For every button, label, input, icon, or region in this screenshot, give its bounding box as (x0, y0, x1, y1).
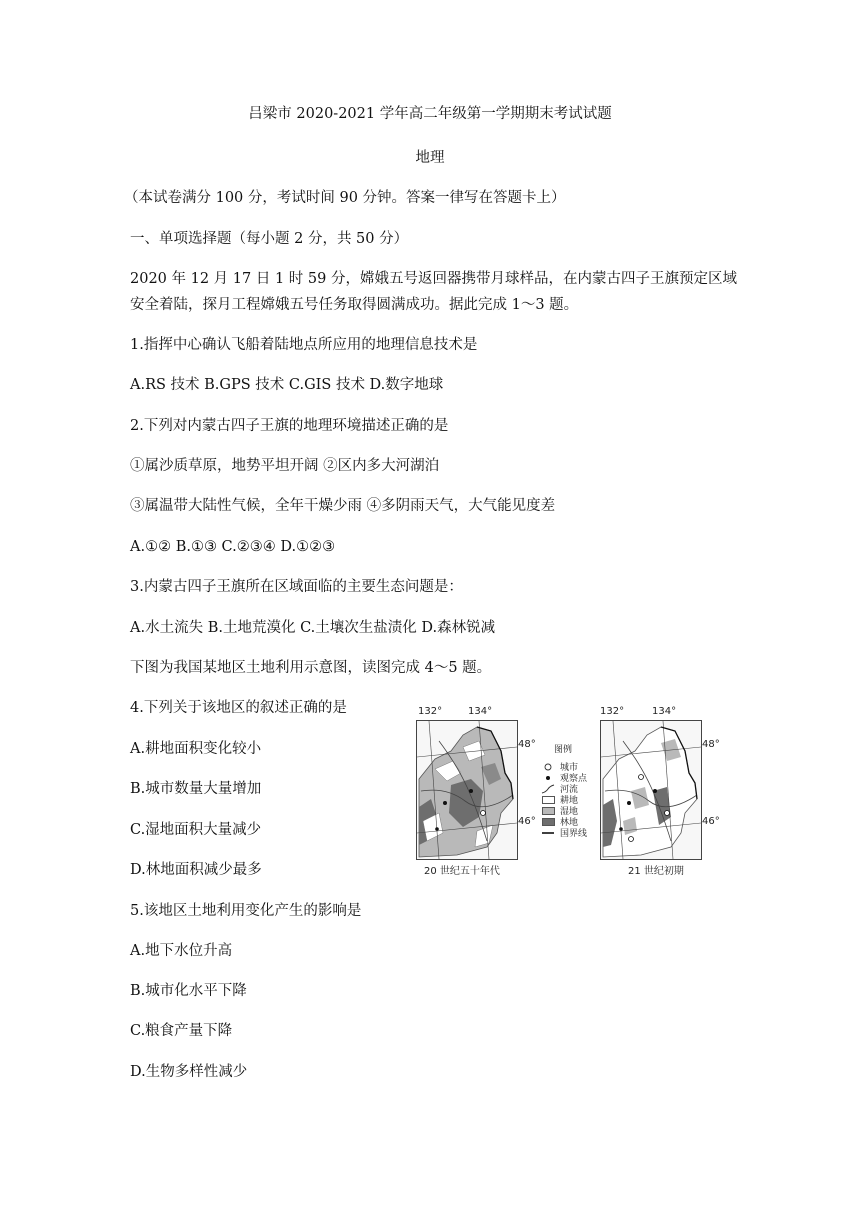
q5-option-b: B.城市化水平下降 (130, 983, 247, 999)
observation-point-icon (540, 773, 556, 783)
q5-option-c: C.粮食产量下降 (130, 1023, 233, 1039)
legend-label-border: 国界线 (560, 829, 588, 839)
q1-options: A.RS 技术 B.GPS 技术 C.GIS 技术 D.数字地球 (130, 377, 444, 393)
right-map-lon-134: 134° (652, 706, 677, 717)
q2-stem: 2.下列对内蒙古四子王旗的地理环境描述正确的是 (130, 418, 449, 434)
right-land-use-map (600, 720, 702, 860)
city-icon (540, 762, 556, 772)
q2-statement-line-1: ①属沙质草原，地势平坦开阔 ②区内多大河湖泊 (130, 458, 440, 474)
right-map-lat-46: 46° (702, 816, 720, 827)
river-icon (540, 784, 556, 794)
right-map-lat-48: 48° (702, 739, 720, 750)
left-map-lat-48: 48° (518, 739, 536, 750)
forest-swatch-icon (540, 817, 556, 827)
border-line-icon (540, 828, 556, 838)
legend-label-river: 河流 (560, 785, 579, 795)
q4-option-d: D.林地面积减少最多 (130, 862, 262, 878)
q4-option-a: A.耕地面积变化较小 (130, 741, 262, 757)
legend-label-cropland: 耕地 (560, 796, 579, 806)
cropland-swatch-icon (540, 795, 556, 805)
passage-line-1: 2020 年 12 月 17 日 1 时 59 分，嫦娥五号返回器携带月球样品，在内蒙古四子王旗预定区域 (130, 271, 737, 287)
left-map-graphic (417, 721, 517, 859)
q5-option-d: D.生物多样性减少 (130, 1064, 248, 1080)
subject-title: 地理 (415, 150, 445, 166)
right-map-lon-132: 132° (600, 706, 625, 717)
map-intro: 下图为我国某地区土地利用示意图，读图完成 4～5 题。 (130, 660, 492, 676)
legend-label-forest: 林地 (560, 818, 579, 828)
wetland-swatch-icon (540, 806, 556, 816)
q4-option-b: B.城市数量大量增加 (130, 781, 262, 797)
section-heading: 一、单项选择题（每小题 2 分，共 50 分） (130, 231, 409, 247)
legend-label-observation: 观察点 (560, 774, 588, 784)
left-map-caption: 20 世纪五十年代 (424, 866, 500, 877)
right-map-graphic (601, 721, 701, 859)
left-land-use-map (416, 720, 518, 860)
q2-statement-line-2: ③属温带大陆性气候，全年干燥少雨 ④多阴雨天气，大气能见度差 (130, 498, 556, 514)
land-use-figure (410, 706, 726, 878)
legend-label-city: 城市 (560, 763, 579, 773)
q5-stem: 5.该地区土地利用变化产生的影响是 (130, 903, 362, 919)
passage-line-2: 安全着陆，探月工程嫦娥五号任务取得圆满成功。据此完成 1～3 题。 (130, 297, 579, 313)
exam-instructions: （本试卷满分 100 分，考试时间 90 分钟。答案一律写在答题卡上） (124, 190, 566, 206)
left-map-lon-132: 132° (418, 706, 443, 717)
legend-label-wetland: 湿地 (560, 807, 579, 817)
q3-stem: 3.内蒙古四子王旗所在区域面临的主要生态问题是： (130, 579, 463, 595)
q4-stem: 4.下列关于该地区的叙述正确的是 (130, 700, 347, 716)
left-map-lon-134: 134° (468, 706, 493, 717)
q2-options: A.①② B.①③ C.②③④ D.①②③ (130, 539, 336, 555)
q5-option-a: A.地下水位升高 (130, 943, 233, 959)
q4-option-c: C.湿地面积大量减少 (130, 822, 262, 838)
exam-title: 吕梁市 2020-2021 学年高二年级第一学期期末考试试题 (248, 106, 612, 122)
q1-stem: 1.指挥中心确认飞船着陆地点所应用的地理信息技术是 (130, 337, 478, 353)
q3-options: A.水土流失 B.土地荒漠化 C.土壤次生盐渍化 D.森林锐减 (130, 620, 496, 636)
left-map-lat-46: 46° (518, 816, 536, 827)
right-map-caption: 21 世纪初期 (628, 866, 684, 877)
legend-title: 图例 (554, 745, 573, 755)
